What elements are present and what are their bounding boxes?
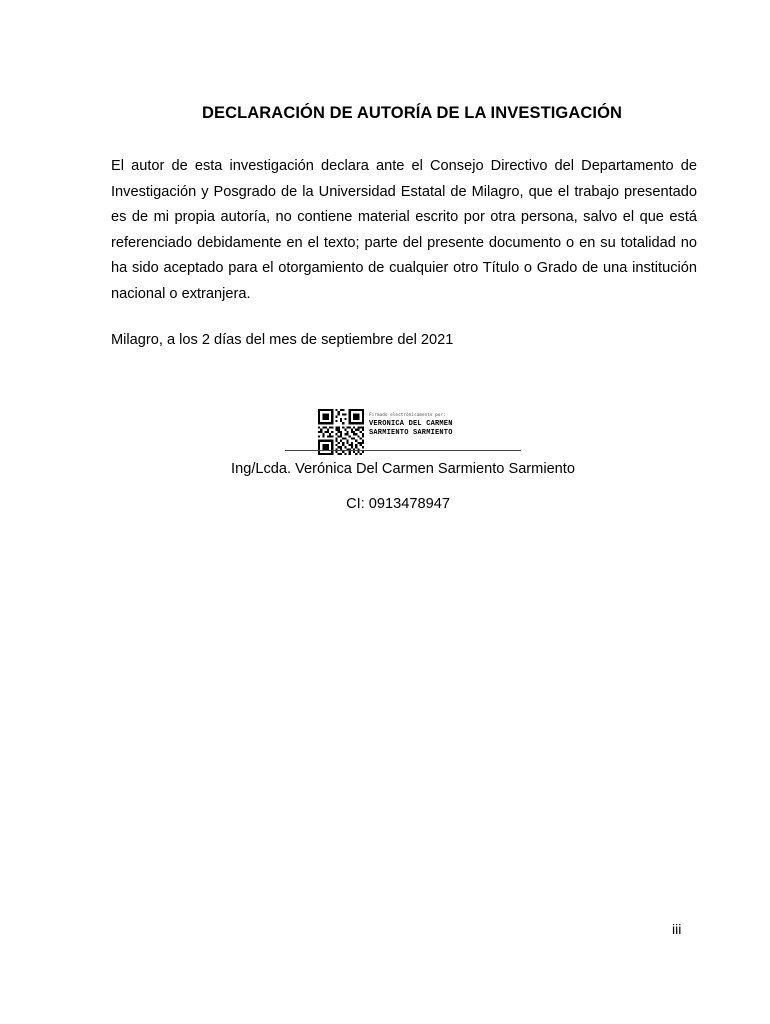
signature-caption: Firmado electrónicamente por: — [369, 413, 446, 418]
signature-name-line-2: SARMIENTO SARMIENTO — [369, 429, 453, 437]
page-title: DECLARACIÓN DE AUTORÍA DE LA INVESTIGACIÓN — [201, 104, 623, 122]
declaration-paragraph: El autor de esta investigación declara ante el Consejo Directivo del Departamento de Investigación y Posgrado de la Universidad Estatal de Milagro, que el trabajo presentado es de mi propia autoría, no contiene material escrito por otra persona, salvo el que está referenciado debidamente en el texto; parte del presente documento o en su totalidad no ha sido aceptado para el otorgamiento de cualquier otro Título o Grado de una institución nacional o extranjera. — [111, 158, 697, 302]
signature-name-line-1: VERONICA DEL CARMEN — [369, 420, 453, 428]
page-number: iii — [672, 921, 682, 937]
signer-id: CI: 0913478947 — [346, 496, 450, 512]
signature-line — [285, 450, 521, 451]
electronic-signature — [318, 409, 478, 455]
date-line: Milagro, a los 2 días del mes de septiembre del 2021 — [111, 332, 454, 348]
signer-name: Ing/Lcda. Verónica Del Carmen Sarmiento Sarmiento — [231, 461, 575, 477]
signature-qr-code — [318, 409, 364, 455]
